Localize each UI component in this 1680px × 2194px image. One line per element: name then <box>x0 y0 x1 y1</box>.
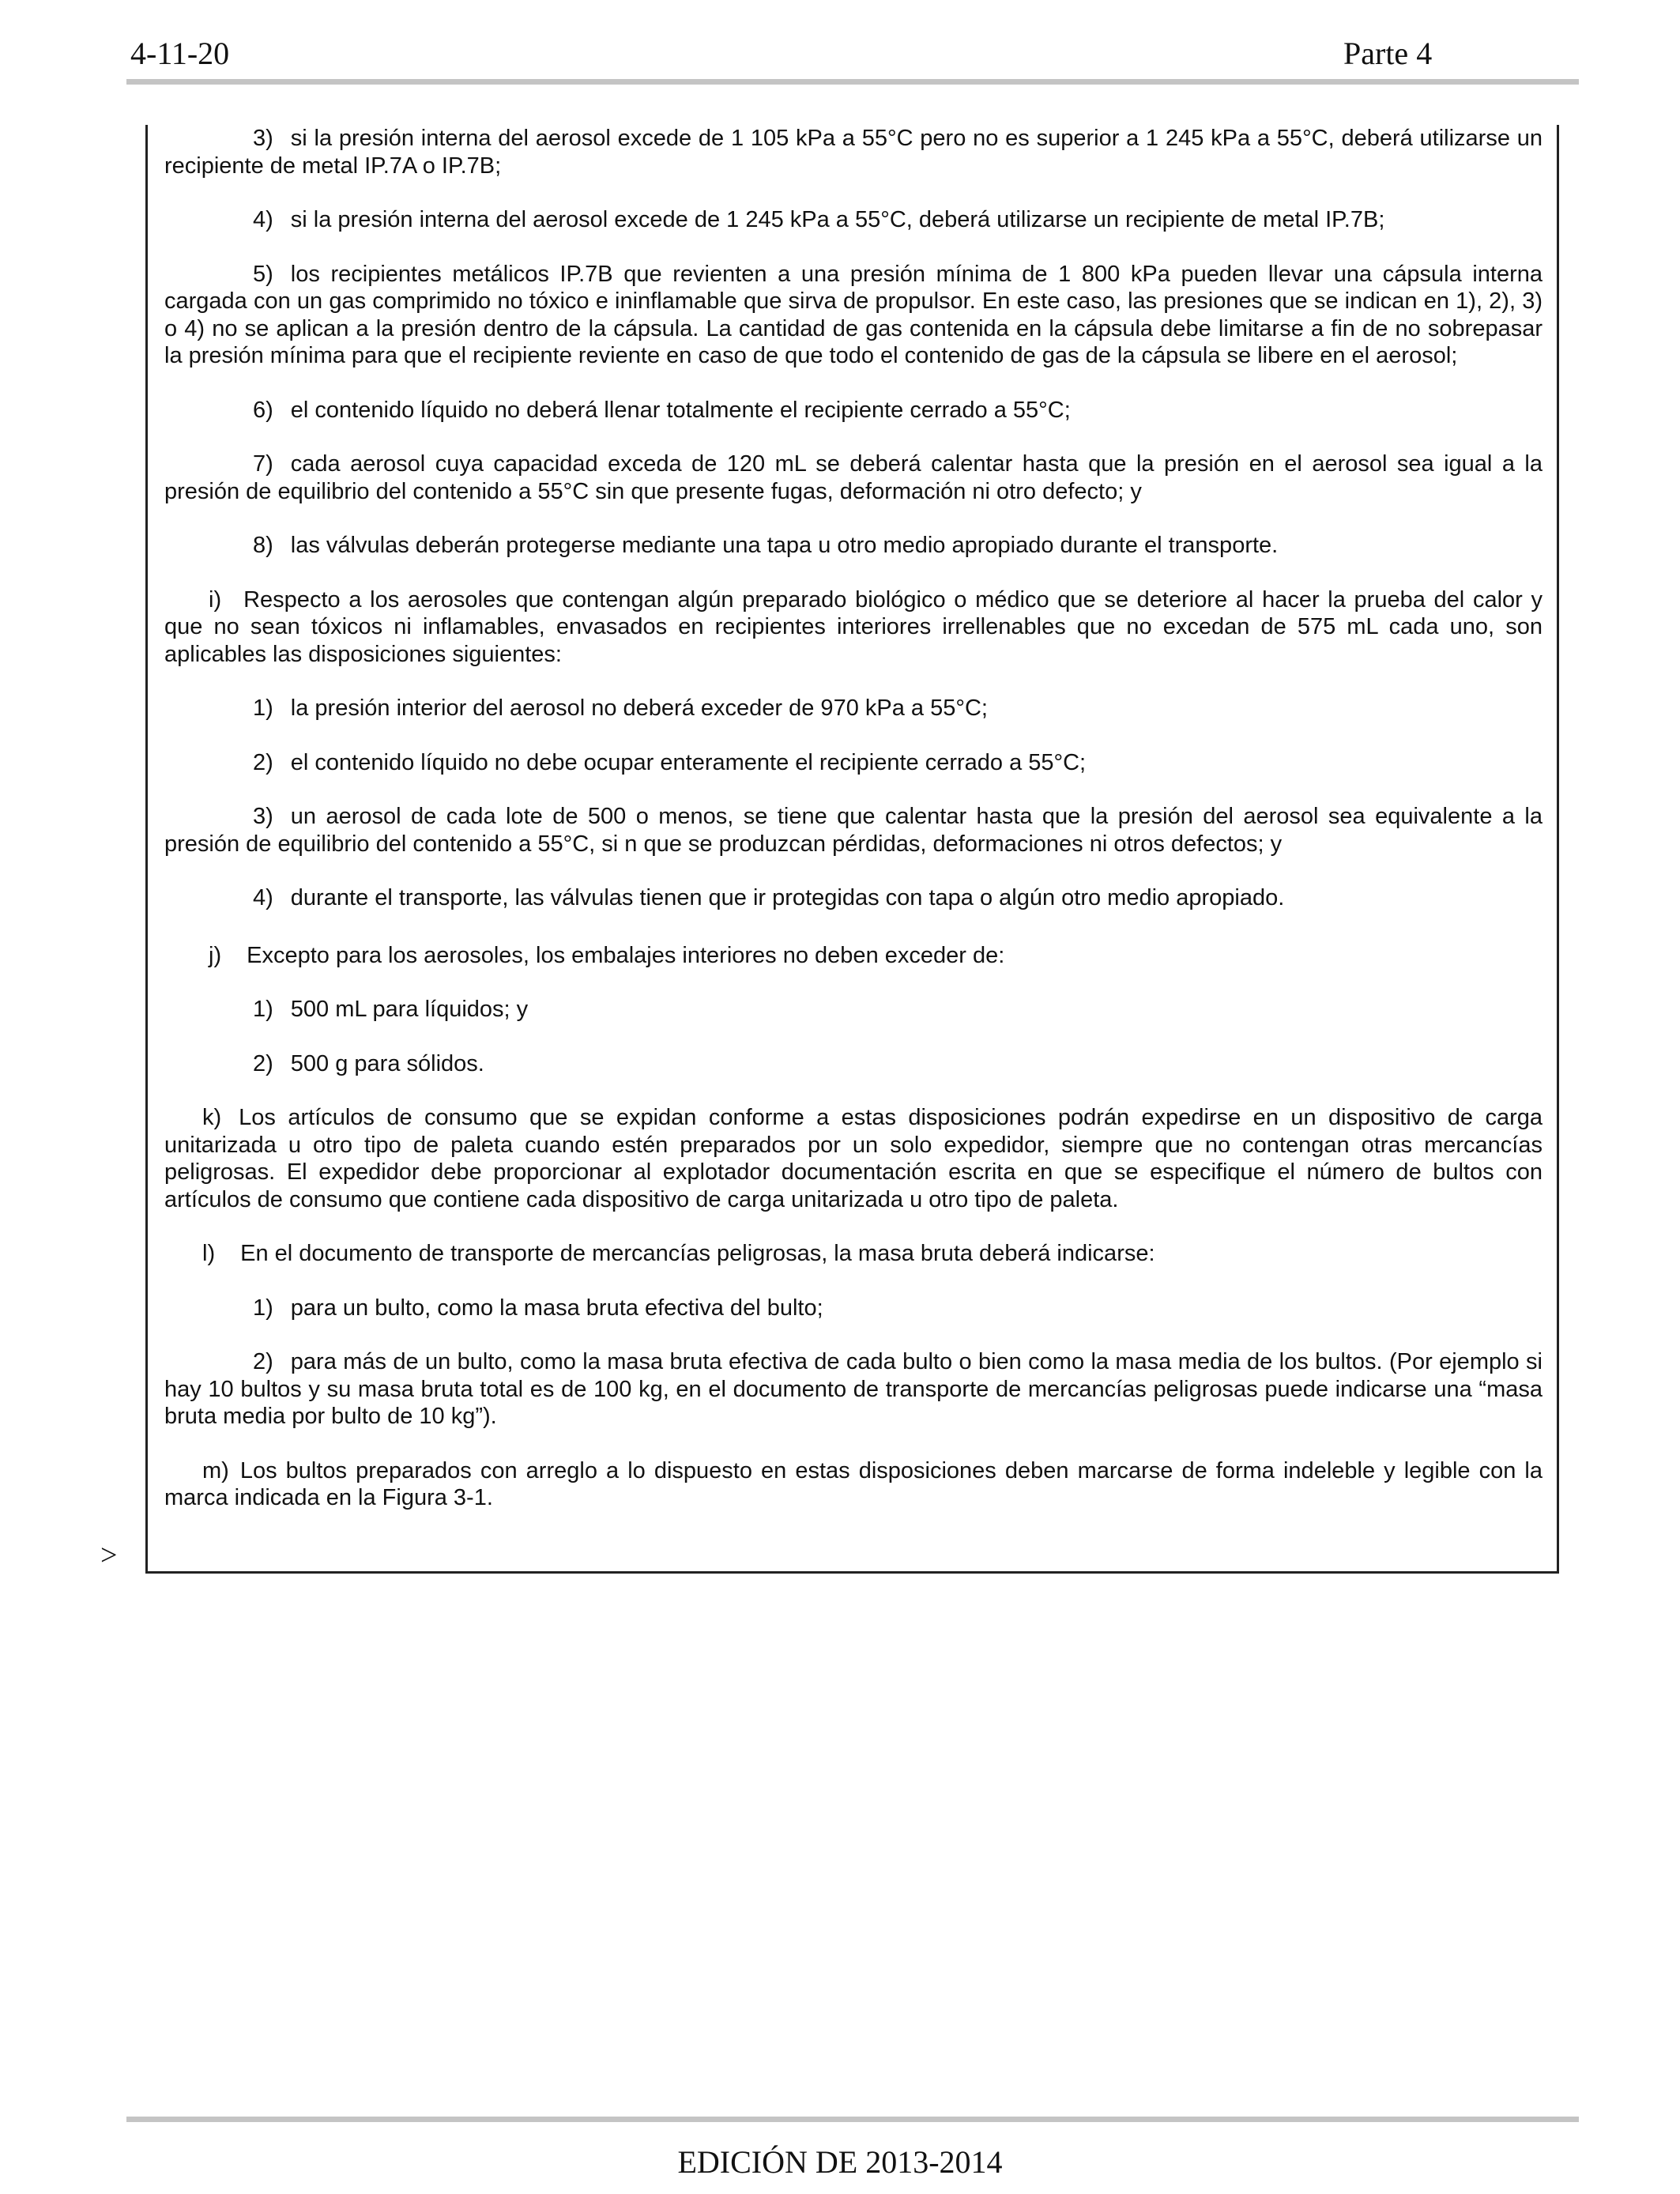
header-part: Parte 4 <box>1343 36 1433 71</box>
paragraph-i-biological: i) Respecto a los aerosoles que contengan algún preparado biológico o médico que se deteriore al hacer la prueba del calor y que no sean tóxicos ni inflamables, envasados en recipientes interiores irrellenables que no excedan de 575 mL cada uno, son aplicables las disposiciones siguientes: <box>164 586 1543 667</box>
change-indicator-mark: > <box>100 1539 118 1572</box>
footer-rule <box>126 2117 1579 2122</box>
paragraph-j1-liquids: 1) 500 mL para líquidos; y <box>253 997 529 1022</box>
paragraph-5-metal-containers: 5) los recipientes metálicos IP.7B que revienten a una presión mínima de 1 800 kPa pueden llevar una cápsula interna cargada con un gas comprimido no tóxico e ininflamable que sirva de propulsor. En este caso, las presiones que se indican en 1), 2), 3) o 4) no se aplican a la presión dentro de la cápsula. La cantidad de gas contenida en la cápsula debe limitarse a fin de no sobrepasar la presión mínima para que el recipiente reviente en caso de que todo el contenido de gas de la cápsula se libere en el aerosol; <box>164 261 1543 368</box>
paragraph-j-inner-packagings: j) Excepto para los aerosoles, los embalajes interiores no deben exceder de: <box>209 942 1005 968</box>
paragraph-i4-transport: 4) durante el transporte, las válvulas tienen que ir protegidas con tapa o algún otro medio apropiado. <box>253 885 1285 910</box>
paragraph-l1-single-package: 1) para un bulto, como la masa bruta efectiva del bulto; <box>253 1295 823 1321</box>
paragraph-i3-batch: 3) un aerosol de cada lote de 500 o menos, se tiene que calentar hasta que la presión del aerosol sea equivalente a la presión de equilibrio del contenido a 55°C, si n que se produzcan pérdidas, deformaciones ni otros defectos; y <box>164 804 1543 857</box>
paragraph-3-pressure: 3) si la presión interna del aerosol excede de 1 105 kPa a 55°C pero no es superior a 1 245 kPa a 55°C, deberá utilizarse un recipiente de metal IP.7A o IP.7B; <box>164 126 1543 179</box>
paragraph-j2-solids: 2) 500 g para sólidos. <box>253 1050 484 1076</box>
header-rule <box>126 79 1579 85</box>
paragraph-l2-multiple-packages: 2) para más de un bulto, como la masa bruta efectiva de cada bulto o bien como la masa media de los bultos. (Por ejemplo si hay 10 bultos y su masa bruta total es de 100 kg, en el documento de transporte de mercancías peligrosas puede indicarse una “masa bruta media por bulto de 10 kg”). <box>164 1349 1543 1429</box>
paragraph-7-heating: 7) cada aerosol cuya capacidad exceda de 120 mL se deberá calentar hasta que la presión en el aerosol sea igual a la presión de equilibrio del contenido a 55°C sin que presente fugas, deformación ni otro defecto; y <box>164 451 1543 504</box>
paragraph-k-consumer-articles: k) Los artículos de consumo que se expidan conforme a estas disposiciones podrán expedirse en un dispositivo de carga unitarizada u otro tipo de paleta cuando estén preparados por un solo expedidor, siempre que no contengan otras mercancías peligrosas. El expedidor debe proporcionar al explotador documentación escrita en que se especifique el número de bultos con artículos de consumo que contiene cada dispositivo de carga unitarizada u otro tipo de paleta. <box>164 1105 1543 1212</box>
paragraph-4-pressure: 4) si la presión interna del aerosol excede de 1 245 kPa a 55°C, deberá utilizarse un recipiente de metal IP.7B; <box>253 207 1385 232</box>
document-body <box>164 125 1543 1512</box>
paragraph-6-liquid: 6) el contenido líquido no deberá llenar totalmente el recipiente cerrado a 55°C; <box>253 397 1071 423</box>
paragraph-i1-pressure: 1) la presión interior del aerosol no deberá exceder de 970 kPa a 55°C; <box>253 696 988 721</box>
footer-edition: EDICIÓN DE 2013-2014 <box>677 2144 1003 2180</box>
paragraph-m-marking: m) Los bultos preparados con arreglo a lo dispuesto en estas disposiciones deben marcarse de forma indeleble y legible con la marca indicada en la Figura 3-1. <box>164 1457 1543 1510</box>
paragraph-l-gross-mass: l) En el documento de transporte de mercancías peligrosas, la masa bruta deberá indicarse: <box>202 1241 1155 1266</box>
paragraph-8-valves: 8) las válvulas deberán protegerse mediante una tapa u otro medio apropiado durante el transporte. <box>253 533 1279 558</box>
paragraph-i2-liquid: 2) el contenido líquido no debe ocupar enteramente el recipiente cerrado a 55°C; <box>253 749 1087 775</box>
header-date: 4-11-20 <box>130 36 230 71</box>
